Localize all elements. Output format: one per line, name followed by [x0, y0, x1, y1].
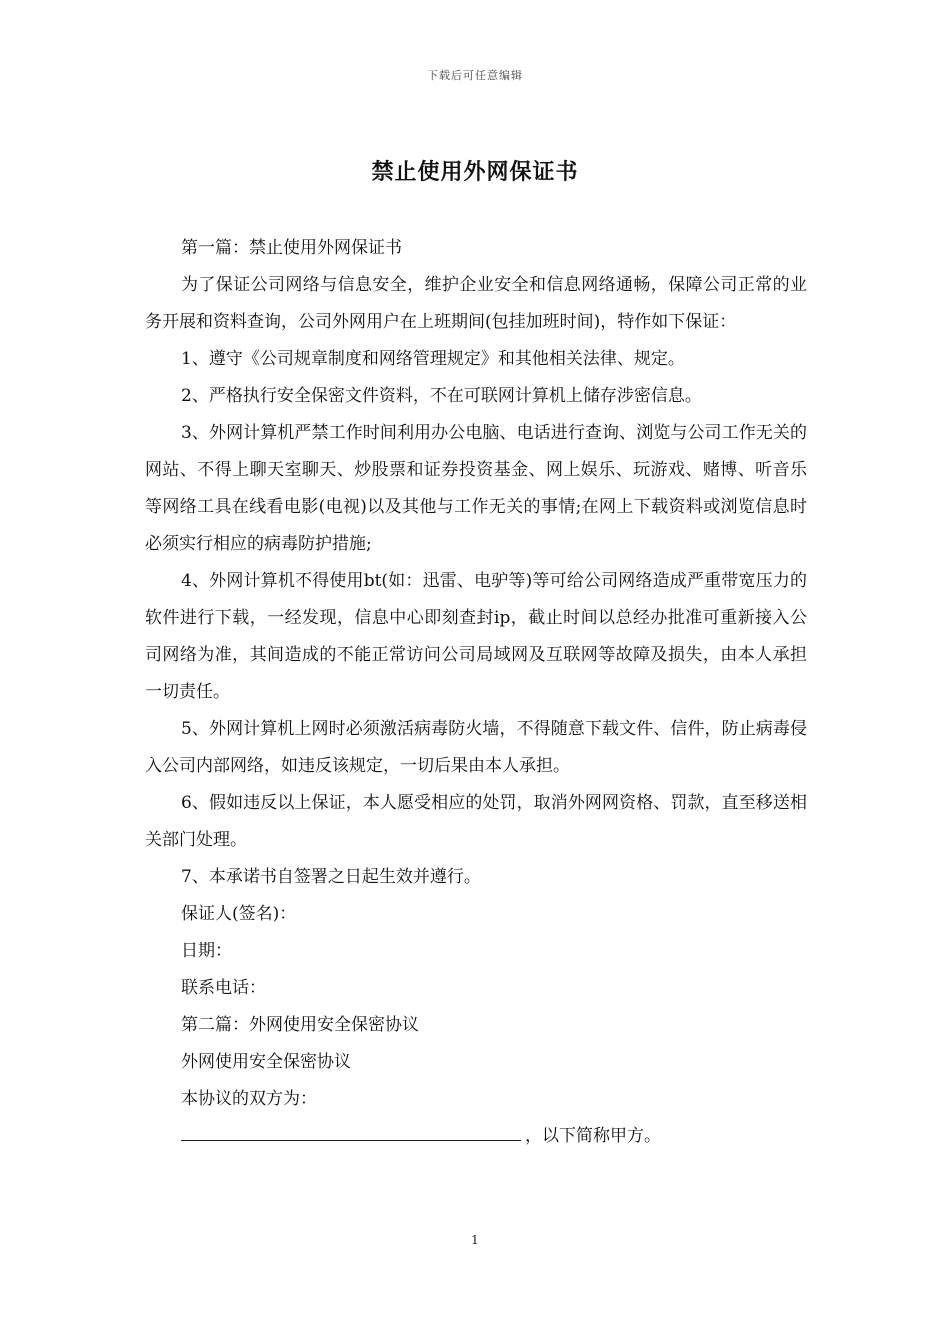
party-a-suffix: ，以下简称甲方。 — [525, 1126, 661, 1146]
clause-7: 7、本承诺书自签署之日起生效并遵行。 — [181, 867, 481, 887]
party-a-blank — [181, 1122, 521, 1141]
parties-intro: 本协议的双方为： — [181, 1089, 317, 1109]
clause-6: 6、假如违反以上保证，本人愿受相应的处罚，取消外网网资格、罚款，直至移送相关部门处理。 — [145, 793, 807, 850]
phone-line: 联系电话： — [181, 978, 266, 998]
section-heading-2: 第二篇：外网使用安全保密协议 — [181, 1015, 419, 1035]
agreement-title: 外网使用安全保密协议 — [181, 1052, 351, 1072]
page-number: 1 — [471, 1233, 479, 1247]
clause-1: 1、遵守《公司规章制度和网络管理规定》和其他相关法律、规定。 — [181, 349, 685, 369]
clause-3: 3、外网计算机严禁工作时间利用办公电脑、电话进行查询、浏览与公司工作无关的网站、不得上聊天室聊天、炒股票和证券投资基金、网上娱乐、玩游戏、赌博、听音乐等网络工具在线看电影(电视)以及其他与工作无关的事情;在网上下载资料或浏览信息时必须实行相应的病毒防护措施; — [145, 423, 807, 554]
party-a-line — [145, 1118, 807, 1155]
date-line: 日期： — [181, 941, 232, 961]
clause-2: 2、严格执行安全保密文件资料，不在可联网计算机上储存涉密信息。 — [181, 386, 702, 406]
guarantor-signature-line: 保证人(签名)： — [181, 904, 297, 924]
section-heading-1: 第一篇：禁止使用外网保证书 — [181, 238, 402, 258]
document-body — [145, 230, 807, 1155]
document-title: 禁止使用外网保证书 — [371, 160, 579, 185]
clause-4: 4、外网计算机不得使用bt(如：迅雷、电驴等)等可给公司网络造成严重带宽压力的软件进行下载，一经发现，信息中心即刻查封ip，截止时间以总经办批准可重新接入公司网络为准，其间造成的不能正常访问公司局域网及互联网等故障及损失，由本人承担一切责任。 — [145, 571, 807, 702]
clause-5: 5、外网计算机上网时必须激活病毒防火墙，不得随意下载文件、信件，防止病毒侵入公司内部网络，如违反该规定，一切后果由本人承担。 — [145, 719, 807, 776]
intro-paragraph: 为了保证公司网络与信息安全，维护企业安全和信息网络通畅，保障公司正常的业务开展和资料查询，公司外网用户在上班期间(包挂加班时间)，特作如下保证： — [145, 275, 807, 332]
page-header-note: 下载后可任意编辑 — [427, 69, 523, 82]
